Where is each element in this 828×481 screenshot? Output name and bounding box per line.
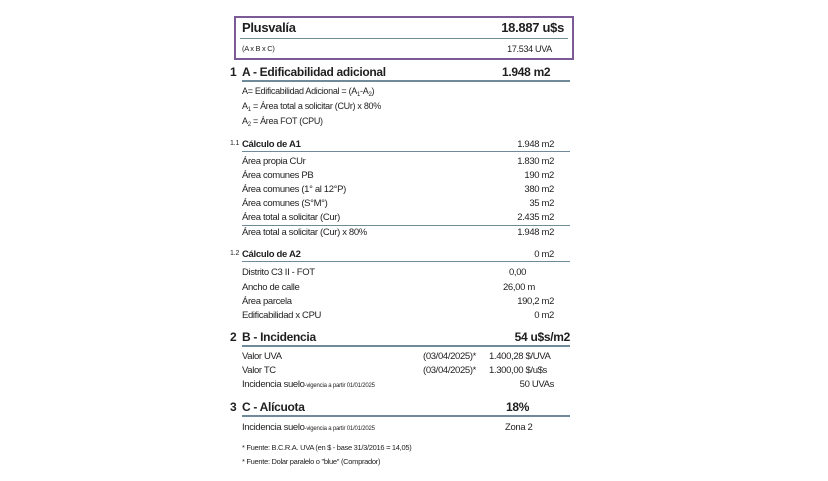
formula-a-suffix: ) — [371, 86, 375, 96]
a1-row-label: Área propia CUr — [242, 156, 306, 167]
footnote: * Fuente: B.C.R.A. UVA (en $ - base 31/3/2016 = 14,05) — [242, 443, 412, 452]
section-b-value: 54 u$s/m2 — [514, 330, 570, 344]
a1-row-value: 35 m2 — [529, 198, 554, 209]
b-row-label: Incidencia suelo — [242, 379, 305, 390]
a1-row-value: 190 m2 — [524, 170, 554, 181]
a1-row-label: Área comunes PB — [242, 170, 314, 181]
subsection-a1-value: 1.948 m2 — [517, 139, 554, 150]
section-c-number: 3 — [230, 400, 237, 414]
a2-row-label: Área parcela — [242, 296, 292, 307]
a2-row-value: 0 m2 — [534, 310, 554, 321]
c-row-label-with-note — [242, 422, 375, 433]
summary-divider — [240, 38, 568, 39]
formula-a2-text: = Área FOT (CPU) — [250, 116, 323, 126]
a1-row-label: Área comunes (S°M°) — [242, 198, 328, 209]
section-b-number: 2 — [230, 330, 237, 344]
section-a-number: 1 — [230, 65, 237, 79]
formula-line-a1 — [242, 101, 381, 113]
a2-row-label: Distrito C3 II - FOT — [242, 267, 315, 278]
formula-a-mid: -A — [360, 86, 369, 96]
b-row-date: (03/04/2025)* — [423, 365, 477, 376]
summary-value: 18.887 u$s — [501, 20, 564, 35]
subsection-a2-value: 0 m2 — [534, 249, 554, 260]
c-row-note: -vigencia a partir 01/01/2025 — [304, 426, 375, 432]
section-a-value: 1.948 m2 — [502, 65, 551, 79]
subsection-a1-title: Cálculo de A1 — [242, 139, 301, 150]
subsection-a2-title: Cálculo de A2 — [242, 249, 301, 260]
a2-row-label: Ancho de calle — [242, 282, 300, 293]
section-c-underline — [242, 415, 570, 417]
b-row-value: 50 UVAs — [519, 379, 554, 390]
summary-formula: (A x B x C) — [242, 44, 275, 53]
b-row-value: 1.300,00 $/u$s — [489, 365, 547, 376]
summary-title: Plusvalía — [242, 20, 296, 35]
section-b-underline — [242, 345, 570, 347]
section-a-title: A - Edificabilidad adicional — [242, 65, 386, 79]
formula-a-prefix: A= Edificabilidad Adicional = (A — [242, 86, 357, 96]
subsection-a1-number: 1.1 — [230, 140, 240, 147]
subsection-a2-underline — [242, 261, 570, 262]
summary-uva-value: 17.534 UVA — [507, 44, 552, 54]
a1-row-label: Área total a solicitar (Cur) — [242, 212, 340, 223]
formula-line-a2 — [242, 116, 323, 128]
formula-a1-text: = Área total a solicitar (CUr) x 80% — [250, 101, 381, 111]
a2-row-value: 190,2 m2 — [517, 296, 554, 307]
formula-line-a — [242, 86, 374, 98]
formula-a1-prefix: A — [242, 101, 248, 111]
c-row-value: Zona 2 — [505, 422, 533, 433]
c-row-label: Incidencia suelo — [242, 422, 305, 433]
b-row-note: -vigencia a partir 01/01/2025 — [304, 383, 375, 389]
section-a-underline — [242, 80, 570, 82]
a2-row-value: 26,00 m — [503, 282, 535, 293]
b-row-label: Valor TC — [242, 365, 276, 376]
b-row-date: (03/04/2025)* — [423, 351, 477, 362]
a2-row-value: 0,00 — [509, 267, 527, 278]
subsection-a2-number: 1.2 — [230, 250, 240, 257]
b-row-label: Valor UVA — [242, 351, 282, 362]
section-c-value: 18% — [506, 400, 530, 414]
b-row-value: 1.400,28 $/UVA — [489, 351, 551, 362]
formula-a-sub1: 1 — [356, 92, 361, 98]
formula-a1-sub: 1 — [247, 107, 251, 113]
formula-a2-sub: 2 — [247, 122, 251, 128]
footnote: * Fuente: Dolar paralelo o "blue" (Comprador) — [242, 457, 381, 466]
a1-row-value: 380 m2 — [524, 184, 554, 195]
a1-row-value: 1.948 m2 — [517, 227, 554, 238]
section-b-title: B - Incidencia — [242, 330, 316, 344]
a1-row-value: 1.830 m2 — [517, 156, 554, 167]
formula-a2-prefix: A — [242, 116, 248, 126]
subsection-a1-underline — [242, 151, 570, 152]
a1-row-value: 2.435 m2 — [517, 212, 554, 223]
a2-row-label: Edificabilidad x CPU — [242, 310, 322, 321]
b-row-label-with-note — [242, 379, 375, 390]
a1-row-label: Área total a solicitar (Cur) x 80% — [242, 227, 367, 238]
section-c-title: C - Alícuota — [242, 400, 305, 414]
formula-a-sub2: 2 — [368, 92, 372, 98]
a1-total-divider — [242, 225, 570, 226]
a1-row-label: Área comunes (1° al 12°P) — [242, 184, 346, 195]
